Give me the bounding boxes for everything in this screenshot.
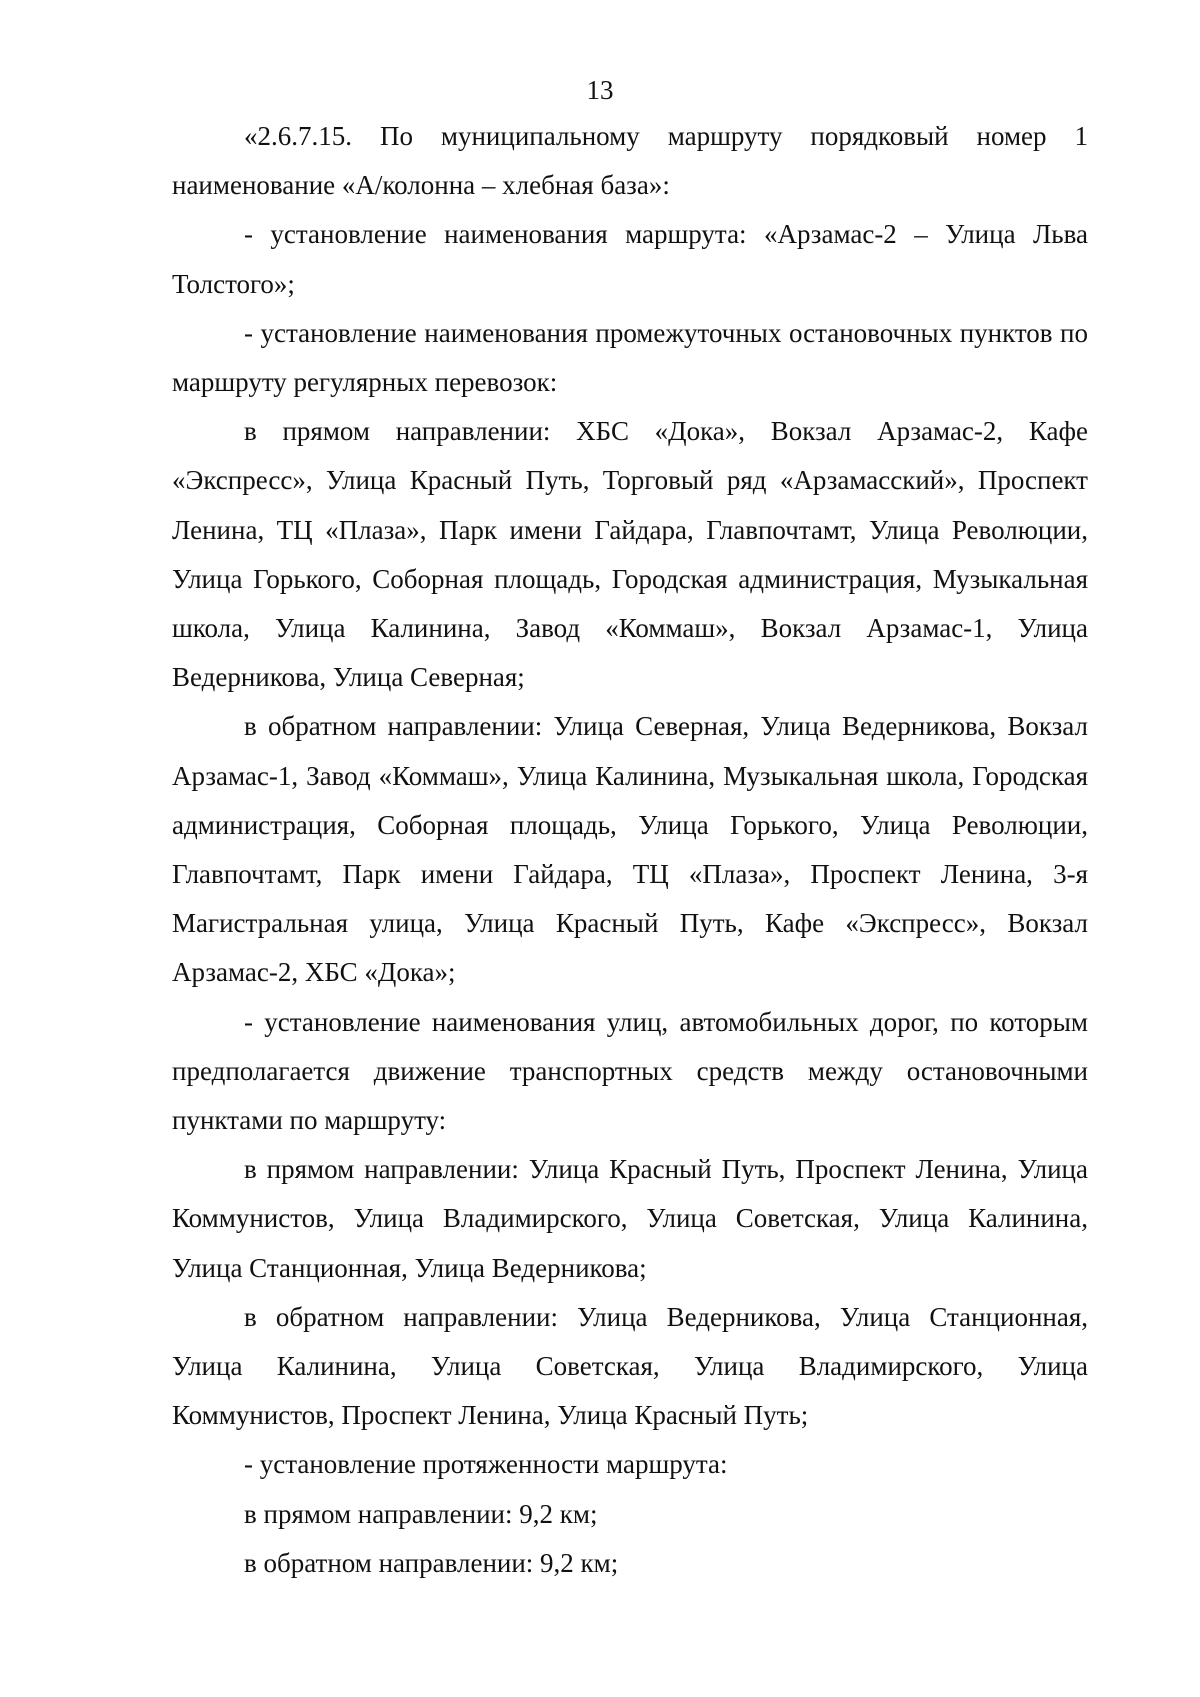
paragraph-streets-heading: - установление наименования улиц, автомобильных дорог, по которым предполагается движение транспортных средств между остановочными пунктами по маршруту: — [172, 1006, 1088, 1136]
document-body — [172, 112, 1088, 1588]
paragraph-stops-heading: - установление наименования промежуточных остановочных пунктов по маршруту регулярных перевозок: — [172, 317, 1088, 398]
paragraph-streets-forward: в прямом направлении: Улица Красный Путь, Проспект Ленина, Улица Коммунистов, Улица Владимирского, Улица Советская, Улица Калинина, Улица Станционная, Улица Ведерникова; — [172, 1154, 1088, 1283]
paragraph-length-forward: в прямом направлении: 9,2 км; — [244, 1498, 598, 1529]
paragraph-stops-backward: в обратном направлении: Улица Северная, Улица Ведерникова, Вокзал Арзамас-1, Завод «Коммаш», Улица Калинина, Музыкальная школа, Городская администрация, Соборная площадь, Улица Горького, Улица Революции, Главпочтамт, Парк имени Гайдара, ТЦ «Плаза», Проспект Ленина, 3-я Магистральная улица, Улица Красный Путь, Кафе «Экспресс», Вокзал Арзамас-2, ХБС «Дока»; — [172, 711, 1088, 988]
paragraph-route-name: - установление наименования маршрута: «Арзамас-2 – Улица Льва Толстого»; — [172, 219, 1088, 299]
paragraph-route-heading: «2.6.7.15. По муниципальному маршруту порядковый номер 1 наименование «А/колонна – хлебная база»: — [172, 121, 1088, 201]
paragraph-length-heading: - установление протяженности маршрута: — [244, 1449, 728, 1480]
page-number: 13 — [586, 75, 614, 105]
paragraph-length-backward: в обратном направлении: 9,2 км; — [244, 1547, 619, 1578]
paragraph-stops-forward: в прямом направлении: ХБС «Дока», Вокзал Арзамас-2, Кафе «Экспресс», Улица Красный Путь, Торговый ряд «Арзамасский», Проспект Ленина, ТЦ «Плаза», Парк имени Гайдара, Главпочтамт, Улица Революции, Улица Горького, Соборная площадь, Городская администрация, Музыкальная школа, Улица Калинина, Завод «Коммаш», Вокзал Арзамас-1, Улица Ведерникова, Улица Северная; — [172, 416, 1088, 693]
paragraph-streets-backward: в обратном направлении: Улица Ведерникова, Улица Станционная, Улица Калинина, Улица Советская, Улица Владимирского, Улица Коммунистов, Проспект Ленина, Улица Красный Путь; — [172, 1301, 1088, 1431]
